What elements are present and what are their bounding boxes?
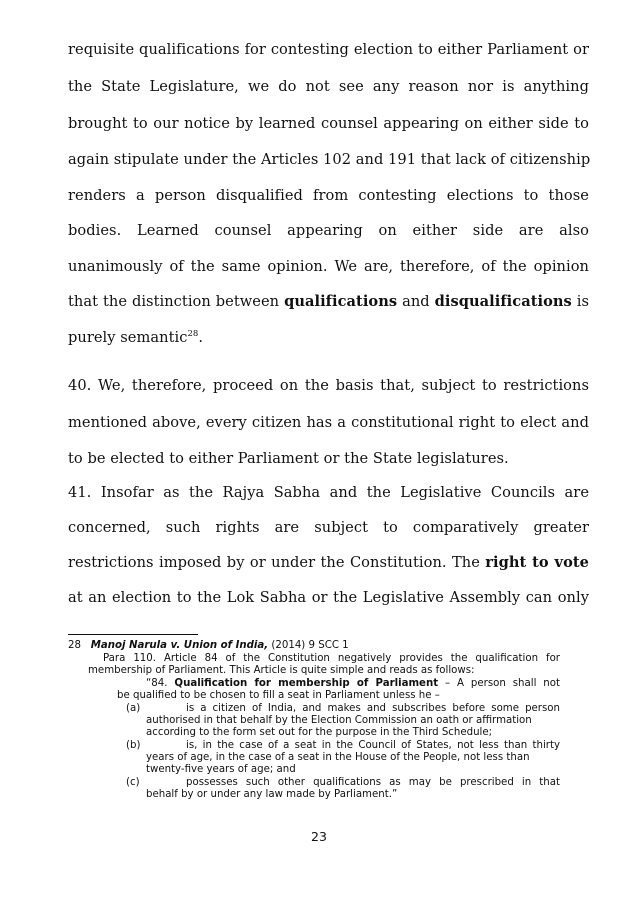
footnote-heading: [68, 640, 349, 653]
paragraph-41-line: concerned, such rights are subject to comparatively greater: [68, 519, 589, 536]
body-text: and: [397, 293, 435, 310]
body-line: the State Legislature, we do not see any reason nor is anything: [68, 78, 589, 95]
body-text: restrictions imposed by or under the Constitution. The: [68, 554, 486, 571]
quote-heading-rest: – A person shall not: [438, 678, 560, 689]
clause-line: behalf by or under any law made by Parliament.”: [146, 789, 398, 800]
paragraph-41-line-right-to-vote: [68, 550, 589, 576]
body-line: unanimously of the same opinion. We are, therefore, of the opinion: [68, 258, 589, 275]
quote-heading: Qualification for membership of Parliament: [174, 678, 439, 689]
clause-marker: (b): [126, 740, 141, 751]
clause-line: is a citizen of India, and makes and subscribes before some person: [186, 703, 560, 714]
body-text: purely semantic: [68, 329, 188, 346]
footnote-paragraph-line: membership of Parliament. This Article is quite simple and reads as follows:: [88, 665, 475, 676]
clause-line: according to the form set out for the purpose in the Third Schedule;: [146, 727, 493, 738]
footnote-reference: 28: [187, 329, 199, 339]
clause-line: is, in the case of a seat in the Council of States, not less than thirty: [186, 740, 560, 751]
bold-term-qualifications: qualifications: [284, 293, 398, 310]
clause-line: possesses such other qualifications as may be prescribed in that: [186, 777, 560, 788]
body-line-qualifications: [68, 289, 589, 315]
body-line-semantic: [68, 325, 589, 351]
footnote-separator: [68, 634, 198, 635]
clause-line: years of age, in the case of a seat in the House of the People, not less than: [146, 752, 530, 763]
body-line: requisite qualifications for contesting election to either Parliament or: [68, 41, 589, 58]
bold-term-disqualifications: disqualifications: [434, 293, 572, 310]
body-text: is: [571, 293, 589, 310]
quote-open: “84.: [146, 678, 175, 689]
paragraph-40-line: mentioned above, every citizen has a constitutional right to elect and: [68, 414, 589, 431]
body-line: renders a person disqualified from contesting elections to those: [68, 187, 589, 204]
bold-term-right-to-vote: right to vote: [485, 554, 589, 571]
body-text: .: [198, 329, 204, 346]
body-text: that the distinction between: [68, 293, 285, 310]
footnote-paragraph-line: Para 110. Article 84 of the Constitution negatively provides the qualification for: [103, 653, 560, 664]
paragraph-40-line: to be elected to either Parliament or the State legislatures.: [68, 450, 509, 467]
clause-marker: (c): [126, 777, 140, 788]
footnote-citation: (2014) 9 SCC 1: [268, 640, 349, 651]
paragraph-41-line: at an election to the Lok Sabha or the Legislative Assembly can only: [68, 589, 589, 606]
body-line: brought to our notice by learned counsel appearing on either side to: [68, 115, 589, 132]
body-line: again stipulate under the Articles 102 and 191 that lack of citizenship: [68, 151, 591, 168]
clause-marker: (a): [126, 703, 141, 714]
page-number: 23: [311, 829, 327, 844]
footnote-quote-line: be qualified to be chosen to fill a seat in Parliament unless he –: [117, 690, 440, 701]
clause-line: authorised in that behalf by the Election Commission an oath or affirmation: [146, 715, 532, 726]
body-line: bodies. Learned counsel appearing on either side are also: [68, 222, 589, 239]
footnote-case-name: Manoj Narula v. Union of India,: [90, 640, 269, 651]
footnote-number: 28: [68, 640, 81, 651]
paragraph-40-line: 40. We, therefore, proceed on the basis that, subject to restrictions: [68, 377, 589, 394]
paragraph-41-line: 41. Insofar as the Rajya Sabha and the Legislative Councils are: [68, 484, 589, 501]
clause-line: twenty-five years of age; and: [146, 764, 296, 775]
